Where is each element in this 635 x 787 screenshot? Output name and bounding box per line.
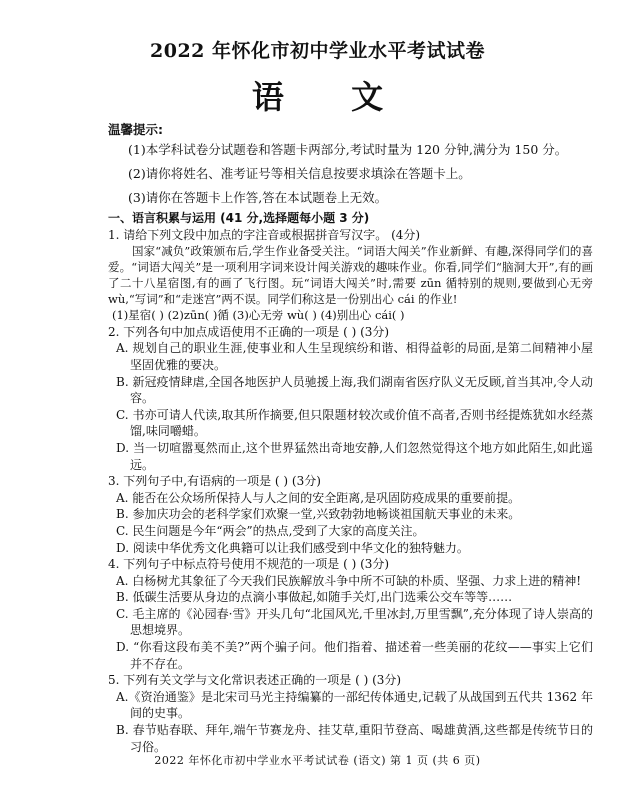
question-3-option-a: A. 能否在公众场所保持人与人之间的安全距离,是巩固防疫成果的重要前提。 bbox=[116, 490, 521, 505]
section-heading: 一、语言积累与运用 (41 分,选择题每小题 3 分) bbox=[108, 211, 370, 225]
question-4-option-c: C. 毛主席的《沁园春·雪》开头几句“北国风光,千里冰封,万里雪飘”,充分体现了诗人崇高的思想境界。 bbox=[116, 606, 593, 638]
question-2-option-b: B. 新冠疫情肆虐,全国各地医护人员驰援上海,我们湖南省医疗队义无反顾,首当其冲,令人动容。 bbox=[116, 374, 593, 406]
question-2-stem: 2. 下列各句中加点成语使用不正确的一项是 ( ) (3分) bbox=[108, 324, 390, 339]
page-footer: 2022 年怀化市初中学业水平考试试卷 (语文) 第 1 页 (共 6 页) bbox=[154, 754, 481, 767]
question-5-stem: 5. 下列有关文学与文化常识表述正确的一项是 ( ) (3分) bbox=[108, 673, 402, 688]
question-3-option-b: B. 参加庆功会的老科学家们欢聚一堂,兴致勃勃地畅谈祖国航天事业的未来。 bbox=[116, 507, 521, 522]
question-4-stem: 4. 下列句子中标点符号使用不规范的一项是 ( ) (3分) bbox=[108, 557, 390, 572]
question-2-option-d: D. 当一切喧嚣戛然而止,这个世界猛然出奇地安静,人们忽然觉得这个地方如此陌生,如此遥远。 bbox=[116, 440, 593, 472]
subject-title: 语 文 bbox=[251, 78, 412, 116]
question-3-option-c: C. 民生问题是今年“两会”的热点,受到了大家的高度关注。 bbox=[116, 523, 425, 538]
notice-list bbox=[128, 138, 598, 210]
notice-item: (3)请你在答题卡上作答,答在本试题卷上无效。 bbox=[128, 190, 388, 205]
section-1 bbox=[108, 210, 593, 755]
question-3-stem: 3. 下列句子中,有语病的一项是 ( ) (3分) bbox=[108, 474, 321, 489]
question-1-blanks: (1)星宿( ) (2)zūn( )循 (3)心无旁 wù( ) (4)别出心 cái( ) bbox=[112, 308, 405, 323]
notice-item: (1)本学科试卷分试题卷和答题卡两部分,考试时量为 120 分钟,满分为 150 分。 bbox=[128, 142, 568, 157]
question-4-option-a: A. 白杨树尤其象征了今天我们民族解放斗争中所不可缺的朴质、坚强、力求上进的精神! bbox=[116, 573, 582, 588]
question-5-option-a: A.《资治通鉴》是北宋司马光主持编纂的一部纪传体通史,记载了从战国到五代共 1362 年间的史事。 bbox=[116, 689, 593, 721]
notice-item: (2)请你将姓名、准考证号等相关信息按要求填涂在答题卡上。 bbox=[128, 166, 471, 181]
notice-heading: 温馨提示: bbox=[108, 122, 163, 137]
question-2-option-c: C. 书亦可请人代读,取其所作摘要,但只限题材较次或价值不高者,否则书经提炼犹如水经蒸馏,味同嚼蜡。 bbox=[116, 407, 593, 439]
exam-title: 2022 年怀化市初中学业水平考试试卷 bbox=[150, 40, 485, 62]
question-5-option-b: B. 春节贴春联、拜年,端午节赛龙舟、挂艾草,重阳节登高、喝雄黄酒,这些都是传统节日的习俗。 bbox=[116, 723, 593, 754]
question-2-option-a: A. 规划自己的职业生涯,使事业和人生呈现缤纷和谐、相得益彰的局面,是第二间精神小屋坚固优雅的要决。 bbox=[116, 341, 593, 372]
question-3-option-d: D. 阅读中华优秀文化典籍可以让我们感受到中华文化的独特魅力。 bbox=[116, 540, 469, 555]
question-4-option-b: B. 低碳生活要从身边的点滴小事做起,如随手关灯,出门选乘公交车等等…… bbox=[116, 590, 513, 605]
question-1-stem: 1. 请给下列文段中加点的字注音或根据拼音写汉字。 (4分) bbox=[108, 227, 421, 242]
question-1-passage: 国家“减负”政策颁布后,学生作业备受关注。“词语大闯关”作业新鲜、有趣,深得同学们的喜爱。“词语大闯关”是一项利用字词来设计闯关游戏的趣味作业。你看,同学们“脑洞大开”,有的画了二十八星宿图,有的画了飞行图。玩“词语大闯关”时,需要 zūn 循特别的规则,要做到心无旁 wù,“写词”和“走迷宫”两不误。同学们称这是一份别出心 cái 的作业! bbox=[108, 244, 593, 307]
question-4-option-d: D. “你看这段布美不美?”两个骗子问。他们指着、描述着一些美丽的花纹——事实上它们并不存在。 bbox=[116, 640, 593, 671]
